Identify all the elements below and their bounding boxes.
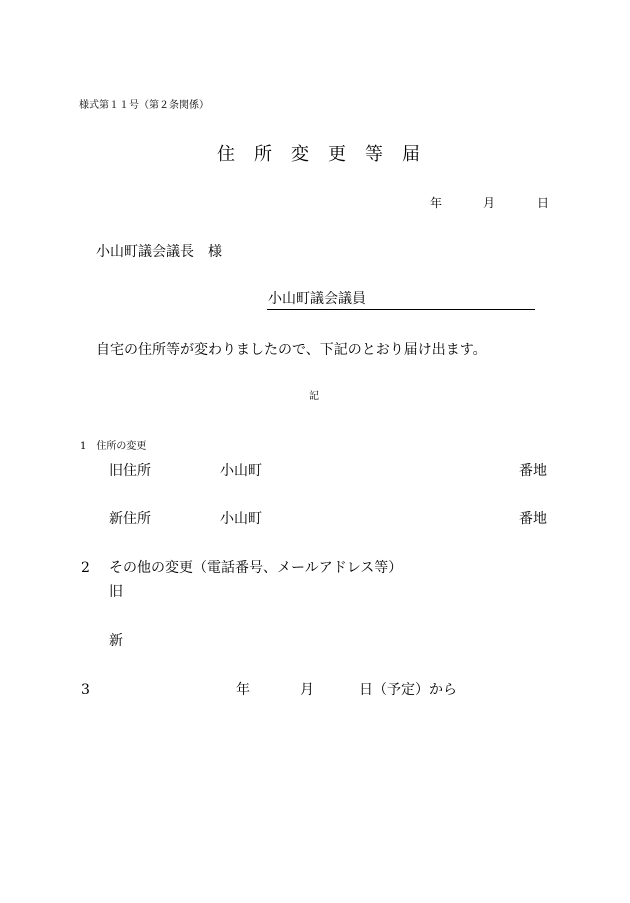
sender-label: 小山町議会議員 [268, 291, 366, 307]
new-address-label: 新住所 [109, 511, 151, 527]
old-address-label: 旧住所 [109, 463, 151, 479]
new-address-town: 小山町 [220, 511, 262, 527]
section1-heading: 1 住所の変更 [80, 441, 147, 452]
page-title: 住所変更等届 [217, 144, 439, 165]
section2-heading: その他の変更（電話番号、メールアドレス等） [109, 560, 403, 576]
signature-line [267, 309, 535, 310]
section3-year: 年 [236, 682, 250, 698]
date-day-label: 日 [537, 196, 550, 210]
section2-new-label: 新 [109, 633, 123, 649]
section2-old-label: 旧 [109, 584, 123, 600]
statement: 自宅の住所等が変わりましたので、下記のとおり届け出ます。 [96, 342, 487, 358]
date-year-label: 年 [430, 196, 443, 210]
new-address-suffix: 番地 [519, 511, 547, 527]
old-address-town: 小山町 [220, 463, 262, 479]
addressee: 小山町議会議長 様 [96, 244, 222, 260]
date-month-label: 月 [483, 196, 496, 210]
section3-month: 月 [300, 682, 314, 698]
note-heading: 記 [309, 391, 319, 402]
form-number: 様式第１１号（第２条関係） [79, 100, 209, 111]
old-address-suffix: 番地 [519, 463, 547, 479]
section2-number: 2 [81, 560, 90, 576]
section3-number: 3 [81, 682, 90, 698]
section3-day-plan: 日（予定）から [359, 682, 457, 698]
